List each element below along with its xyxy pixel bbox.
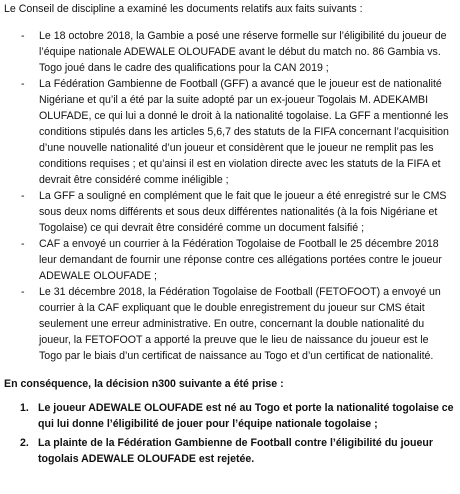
fact-text: Le 31 décembre 2018, la Fédération Togolaise de Football (FETOFOOT) a envoyé un courrier à la CAF expliquant que le double enregistrement du joueur sur CMS était seulement une erreur administrative. En outre, concernant la double nationalité du joueur, la FETOFOOT a apporté la preuve que le lieu de naissance du joueur est le Togo par le biais d’un certificat de naissance au Togo et d’un certificat de nationalité.	[39, 286, 441, 362]
fact-item	[4, 236, 454, 284]
fact-text: CAF a envoyé un courrier à la Fédération Togolaise de Football le 25 décembre 2018 leur demandant de fournir une réponse contre ces allégations portées contre le joueur ADEWALE OLOUFADE ;	[39, 238, 442, 282]
fact-text: La GFF a souligné en complément que le fait que le joueur a été enregistré sur le CMS sous deux noms différents et sous deux différentes nationalités (à la fois Nigériane et Togolaise) ce qui devrait être considéré comme un document falsifié ;	[39, 190, 447, 234]
list-dash: -	[21, 78, 25, 90]
decision-text: La plainte de la Fédération Gambienne de Football contre l’éligibilité du joueur togolais ADEWALE OLOUFADE est rejetée.	[38, 437, 433, 465]
decision-number: 2.	[20, 437, 29, 449]
list-dash: -	[21, 190, 25, 202]
decision-number: 1.	[20, 402, 29, 414]
list-dash: -	[21, 238, 25, 250]
fact-item	[4, 76, 454, 188]
fact-item	[4, 284, 454, 364]
list-dash: -	[21, 30, 25, 42]
conclusion-heading: En conséquence, la décision n300 suivante a été prise :	[4, 378, 284, 390]
decision-text: Le joueur ADEWALE OLOUFADE est né au Togo et porte la nationalité togolaise ce qui lui donne l’éligibilité de jouer pour l’équipe nationale togolaise ;	[38, 402, 454, 430]
fact-text: Le 18 octobre 2018, la Gambie a posé une réserve formelle sur l’éligibilité du joueur de l’équipe nationale ADEWALE OLOUFADE avant le début du match no. 86 Gambia vs. Togo joué dans le cadre des qualifications pour la CAN 2019 ;	[39, 30, 447, 74]
decisions-list	[4, 400, 454, 467]
list-dash: -	[21, 286, 25, 298]
fact-text: La Fédération Gambienne de Football (GFF) a avancé que le joueur est de nationalité Nigériane et qu’il a été par la suite adopté par un ex-joueur Togolais M. ADEKAMBI OLUFADE, ce qui lui a donné le droit à la nationalité togolaise. La GFF a mentionné les conditions stipulés dans les articles 5,6,7 des statuts de la FIFA concernant l’acquisition d’une nouvelle nationalité d’un joueur et considèrent que le joueur ne remplit pas les conditions requises ; et qu’ainsi il est en violation directe avec les statuts de la FIFA et devrait être considéré comme inéligible ;	[39, 78, 449, 186]
decision-item	[4, 400, 454, 432]
decision-item	[4, 435, 454, 467]
fact-item	[4, 28, 454, 76]
facts-list	[4, 28, 454, 364]
fact-item	[4, 188, 454, 236]
intro-paragraph: Le Conseil de discipline a examiné les documents relatifs aux faits suivants :	[4, 3, 363, 15]
